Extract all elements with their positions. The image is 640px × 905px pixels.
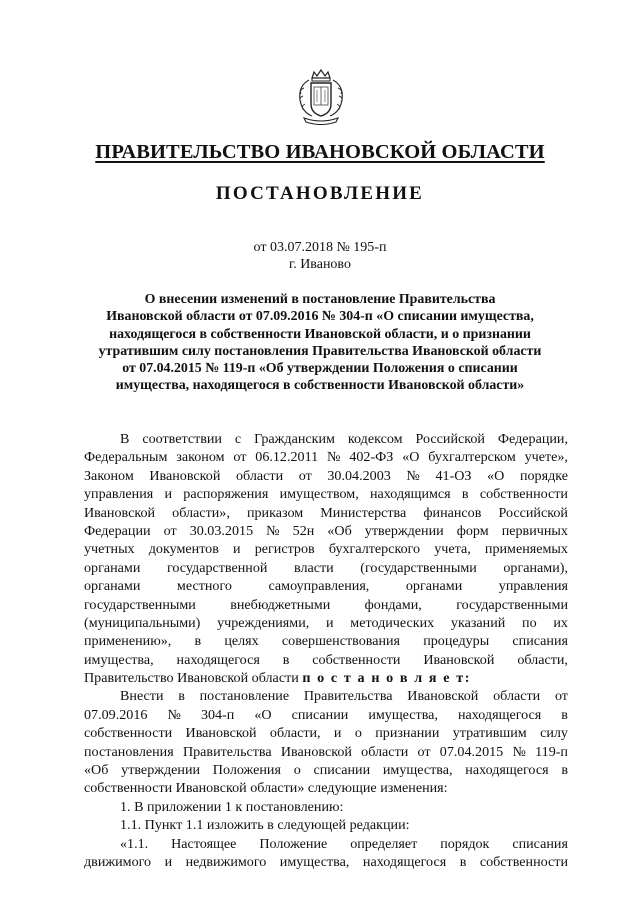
body-word: области	[361, 743, 409, 760]
body-word: финансов	[423, 504, 482, 521]
body-word: №	[512, 743, 526, 760]
body-line	[84, 706, 568, 724]
body-line	[84, 743, 568, 761]
body-word: Настоящее	[171, 835, 237, 852]
body-word: о	[354, 725, 362, 742]
body-word: «О	[402, 449, 420, 466]
body-word: органами	[84, 578, 141, 595]
body-word: 41-ОЗ	[435, 467, 472, 484]
body-word: области	[493, 688, 541, 705]
body-word: утратившим	[452, 725, 527, 742]
body-word: в	[282, 651, 290, 668]
document-body	[84, 430, 568, 871]
body-word: 30.04.2003	[327, 467, 391, 484]
body-word: «О	[487, 467, 505, 484]
body-word: и	[233, 541, 241, 558]
body-word: Министерства	[320, 504, 407, 521]
body-word: учета,	[434, 541, 471, 558]
body-word: имущества,	[279, 853, 350, 870]
body-word: местного	[176, 578, 232, 595]
body-word: (муниципальными)	[84, 614, 201, 631]
body-word: власти	[294, 559, 334, 576]
body-line	[84, 467, 568, 485]
body-word: «О	[254, 706, 272, 723]
body-word: порядке	[519, 467, 568, 484]
body-word: определяет	[350, 835, 418, 852]
body-word: целях	[224, 633, 259, 650]
body-line	[84, 853, 568, 871]
body-word: собственности	[84, 725, 173, 742]
title-line: имущества, находящегося в собственности Ивановской области»	[115, 378, 525, 394]
body-line	[84, 448, 568, 466]
body-word: Российской	[415, 431, 485, 447]
body-word: области»,	[172, 504, 230, 521]
body-word: 06.12.2011	[255, 449, 319, 466]
body-word: в	[459, 853, 467, 870]
body-word: области,	[517, 651, 568, 668]
body-word: недвижимого	[185, 853, 267, 870]
body-word: бухгалтерском	[428, 449, 516, 466]
body-word: их	[553, 614, 568, 631]
body-word: органами	[405, 578, 463, 595]
body-line-text: 1. В приложении 1 к постановлению:	[120, 798, 344, 815]
resolves-spaced: п о с т а н о в л я е т:	[302, 670, 472, 687]
body-word: приказом	[246, 504, 304, 521]
body-word: списания	[512, 835, 568, 852]
body-word: о	[293, 762, 301, 779]
body-word: 30.03.2015	[189, 522, 254, 539]
body-word: документов	[148, 541, 219, 558]
body-word: области	[236, 467, 284, 484]
body-word: Положение	[259, 835, 328, 852]
body-word: «Об	[84, 762, 109, 779]
body-word: и	[164, 853, 173, 870]
body-word: от	[233, 449, 247, 466]
title-line: утратившим силу постановления Правительства Ивановской области	[98, 343, 542, 359]
body-word: процедуры	[423, 633, 490, 650]
body-word: 52н	[292, 522, 315, 539]
body-word: с	[234, 431, 242, 447]
body-word: управления	[84, 486, 154, 503]
body-line	[84, 430, 568, 448]
body-word: первичных	[501, 522, 568, 539]
body-word: Федерации	[84, 522, 151, 539]
body-word: Правительства	[182, 743, 272, 760]
city: г. Иваново	[289, 257, 351, 272]
title-line: от 07.04.2015 № 119-п «Об утверждении Положения о списании	[122, 361, 518, 377]
body-word: в	[561, 762, 568, 779]
body-word: Ивановской	[423, 651, 495, 668]
body-word: Внести	[120, 688, 164, 705]
body-word: бухгалтерского	[328, 541, 421, 558]
body-line-text: собственности Ивановской области» следующие изменения:	[84, 780, 448, 797]
body-word: государственными	[456, 596, 568, 613]
body-word: от	[163, 522, 177, 539]
body-word: находящимся	[370, 486, 451, 503]
body-line	[84, 632, 568, 650]
body-word: признании	[375, 725, 440, 742]
body-word: учреждениями,	[217, 614, 310, 631]
document-type: ПОСТАНОВЛЕНИЕ	[215, 183, 425, 204]
body-word: 402-ФЗ	[349, 449, 394, 466]
body-word: имущества,	[382, 762, 453, 779]
body-line	[84, 540, 568, 558]
body-word: №	[406, 467, 420, 484]
body-line	[84, 835, 568, 853]
body-word: утверждении	[121, 762, 201, 779]
body-word: 07.09.2016	[84, 706, 148, 723]
body-line	[84, 559, 568, 577]
body-word: и	[164, 486, 173, 503]
body-line	[84, 485, 568, 503]
body-word: Ивановской	[149, 467, 221, 484]
body-word: утверждении	[364, 522, 444, 539]
body-word: государственными	[84, 596, 196, 613]
body-line-text: 1.1. Пункт 1.1 изложить в следующей редакции:	[120, 817, 410, 834]
body-word: имущества,	[368, 706, 438, 723]
body-word: распоряжения	[183, 486, 269, 503]
body-word: 119-п	[535, 743, 568, 760]
body-line	[84, 522, 568, 540]
body-word: в	[461, 486, 469, 503]
body-word: находящегося	[362, 853, 447, 870]
body-word: №	[266, 522, 280, 539]
body-word: в	[178, 688, 185, 705]
body-word: указаний	[450, 614, 506, 631]
body-word: списания	[512, 633, 568, 650]
body-word: собственности	[479, 486, 568, 503]
body-word: кодексом	[347, 431, 403, 447]
body-word: законом	[176, 449, 225, 466]
body-line	[84, 614, 568, 632]
title-line: О внесении изменений в постановление Правительства	[144, 292, 496, 307]
body-word: списании	[313, 762, 371, 779]
body-word: силу	[540, 725, 568, 742]
body-word: самоуправления,	[268, 578, 370, 595]
body-word: (государственными	[360, 559, 477, 576]
body-line	[84, 687, 568, 705]
body-word: №	[327, 449, 341, 466]
body-word: «1.1.	[120, 835, 149, 852]
body-word: Ивановской	[280, 743, 352, 760]
body-line	[84, 798, 568, 816]
body-word: Ивановской	[185, 725, 257, 742]
body-word: Гражданским	[254, 431, 335, 447]
body-line-text: Правительство Ивановской области	[84, 670, 299, 687]
body-word: от	[554, 688, 568, 705]
date-number: от 03.07.2018 № 195-п	[253, 240, 387, 255]
body-word: применению»,	[84, 633, 172, 650]
body-word: движимого	[84, 853, 152, 870]
body-word: управления	[498, 578, 568, 595]
body-word: от	[417, 743, 431, 760]
body-word: по	[522, 614, 537, 631]
body-word: применяемых	[484, 541, 568, 558]
body-word: регистров	[254, 541, 315, 558]
body-line	[84, 577, 568, 595]
body-word: органами	[84, 559, 141, 576]
body-word: области,	[269, 725, 321, 742]
body-word: 07.04.2015	[439, 743, 504, 760]
body-word: Ивановской	[407, 688, 479, 705]
body-line	[84, 651, 568, 669]
body-word: в	[561, 706, 568, 723]
body-line	[84, 779, 568, 797]
body-word: списании	[291, 706, 349, 723]
body-word: «Об	[327, 522, 352, 539]
body-word: имущества,	[84, 651, 154, 668]
body-word: Законом	[84, 467, 134, 484]
body-line	[84, 761, 568, 779]
body-word: Ивановской	[84, 504, 156, 521]
body-word: постановление	[199, 688, 290, 705]
body-word: Российской	[498, 504, 568, 521]
body-word: находящегося	[176, 651, 260, 668]
body-line	[84, 596, 568, 614]
body-word: учете»,	[524, 449, 568, 466]
body-word: Положения	[212, 762, 281, 779]
body-word: имуществом,	[279, 486, 359, 503]
body-line	[84, 504, 568, 522]
coat-of-arms-emblem	[290, 66, 352, 128]
body-word: и	[333, 725, 342, 742]
body-line	[84, 816, 568, 834]
body-word: 304-п	[200, 706, 235, 723]
document-title	[84, 291, 556, 395]
body-word: от	[298, 467, 312, 484]
body-word: находящегося	[465, 762, 549, 779]
body-line	[84, 724, 568, 742]
body-word: Правительства	[303, 688, 393, 705]
body-word: находящегося	[457, 706, 542, 723]
body-word: собственности	[479, 853, 568, 870]
body-word: фондами,	[364, 596, 422, 613]
body-line-resolve	[84, 669, 568, 687]
body-word: форм	[456, 522, 489, 539]
title-line: находящегося в собственности Ивановской области, и о признании	[109, 326, 531, 342]
body-word: методических	[350, 614, 435, 631]
body-word: совершенствования	[281, 633, 401, 650]
body-word: Федеральным	[84, 449, 168, 466]
title-line: Ивановской области от 07.09.2016 № 304-п «О списании имущества,	[106, 309, 534, 325]
body-word: соответствии	[142, 431, 222, 447]
body-word: государственной	[166, 559, 268, 576]
body-word: постановления	[84, 743, 174, 760]
body-word: в	[194, 633, 202, 650]
body-word: собственности	[312, 651, 401, 668]
body-word: порядок	[440, 835, 490, 852]
government-name: ПРАВИТЕЛЬСТВО ИВАНОВСКОЙ ОБЛАСТИ	[95, 141, 545, 163]
body-word: №	[167, 706, 181, 723]
body-word: внебюджетными	[230, 596, 331, 613]
body-word: и	[326, 614, 334, 631]
body-word: В	[120, 431, 130, 447]
body-word: учетных	[84, 541, 135, 558]
body-word: органами),	[503, 559, 568, 576]
body-word: Федерации,	[497, 431, 568, 447]
